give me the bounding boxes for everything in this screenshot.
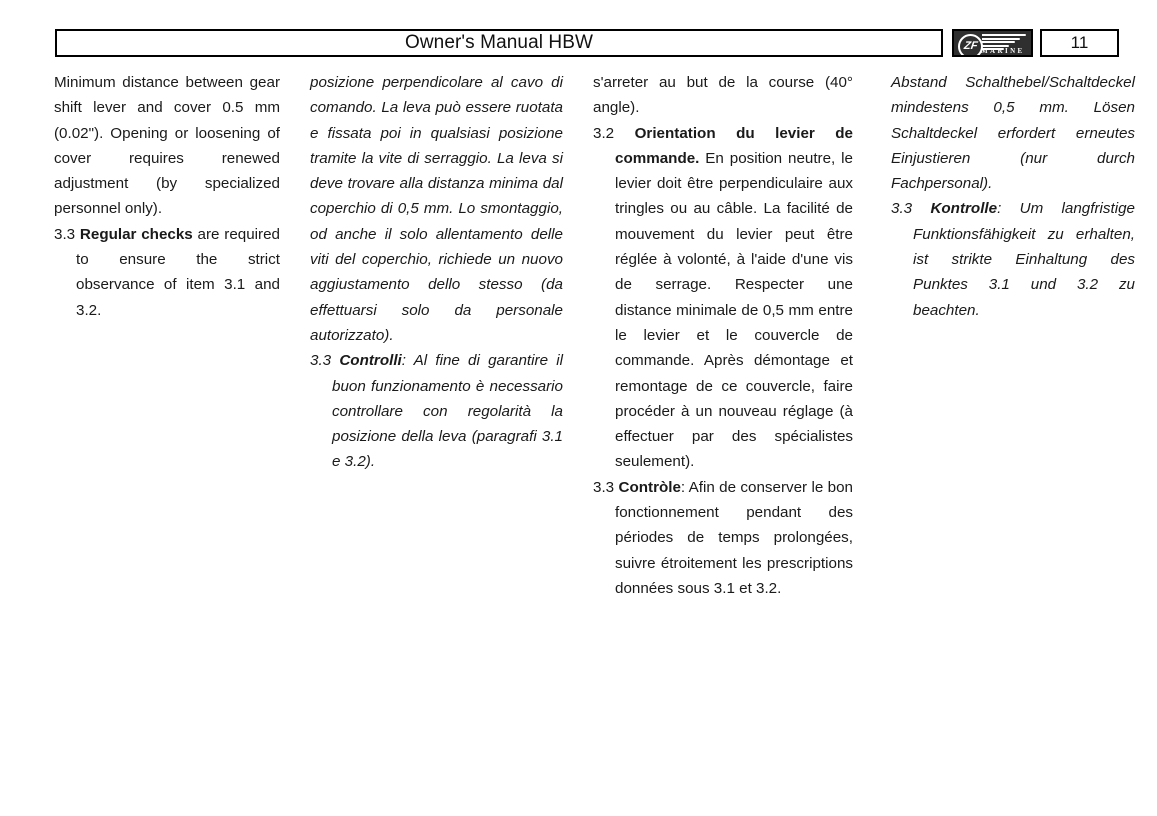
paragraph-de-intro: Abstand Schalthebel/Schaltdeckel mindestens 0,5 mm. Lösen Schaltdeckel erfordert erneutes Einjustieren (nur durch Fachpersonal). — [891, 74, 1135, 193]
page-number-box — [1040, 29, 1119, 57]
item-number: 3.3 — [891, 200, 913, 218]
item-en-3-3 — [54, 222, 280, 323]
paragraph-fr-intro: s'arreter au but de la course (40° angle). — [593, 74, 853, 117]
item-number: 3.3 — [593, 478, 615, 496]
item-fr-3-3 — [593, 475, 853, 601]
column-italian — [290, 70, 575, 601]
paragraph-en-intro: Minimum distance between gear shift lever and cover 0.5 mm (0.02"). Opening or loosening of cover requires renewed adjustment (by specialized personnel only). — [54, 74, 280, 218]
zf-logo-icon — [958, 34, 983, 57]
item-text: are required to ensure the strict observance of item 3.1 and 3.2. — [76, 225, 280, 319]
item-number: 3.3 — [54, 225, 76, 243]
page-number: 11 — [1070, 33, 1089, 52]
item-number: 3.3 — [310, 352, 332, 370]
item-it-3-3 — [310, 348, 563, 474]
item-lead: Regular checks — [79, 225, 193, 243]
item-number: 3.2 — [593, 124, 615, 142]
item-lead: Contròle — [618, 478, 681, 496]
logo-wordmark: MARINE — [981, 47, 1025, 55]
zf-logo-mark: ZF — [963, 40, 979, 52]
column-french — [575, 70, 865, 601]
item-lead: Kontrolle — [930, 200, 998, 218]
zf-marine-logo — [952, 29, 1033, 57]
column-german — [865, 70, 1157, 601]
item-de-3-3 — [891, 196, 1135, 322]
item-lead: Orientation du levier de commande. — [615, 124, 853, 167]
page-title: Owner's Manual HBW — [404, 32, 594, 53]
item-text: : Afin de conserver le bon fonctionnement pendant des périodes de temps prolongées, suivre étroitement les prescriptions données sous 3.1 et 3.2. — [615, 478, 853, 597]
item-text: En position neutre, le levier doit être perpendiculaire aux tringles ou au câble. La facilité de mouvement du levier peut être réglée à volonté, à l'aide d'une vis de serrage. Respecter une distance minimale de 0,5 mm entre le levier et le couvercle de commande. Après démontage et remontage de ce couvercle, faire procéder à un nouveau réglage (à effectuer par des spécialistes seulement). — [615, 149, 853, 471]
header-title-box — [55, 29, 943, 57]
column-english — [0, 70, 290, 601]
item-text: : Um langfristige Funktionsfähigkeit zu erhalten, ist strikte Einhaltung des Punktes 3.1 und 3.2 zu beachten. — [913, 200, 1135, 319]
item-lead: Controlli — [339, 352, 402, 370]
paragraph-it-intro: posizione perpendicolare al cavo di comando. La leva può essere ruotata e fissata poi in qualsiasi posizione tramite la vite di serraggio. La leva si deve trovare alla distanza minima dal coperchio di 0,5 mm. Lo smontaggio, od anche il solo allentamento delle viti del coperchio, richiede un nuovo aggiustamento dello stesso (da effettuarsi solo da personale autorizzato). — [310, 74, 563, 344]
page-header — [55, 29, 1119, 57]
content-columns — [0, 70, 1157, 601]
item-text: : Al fine di garantire il buon funzionamento è necessario controllare con regolarità la posizione della leva (paragrafi 3.1 e 3.2). — [332, 352, 563, 471]
item-fr-3-2 — [593, 121, 853, 475]
